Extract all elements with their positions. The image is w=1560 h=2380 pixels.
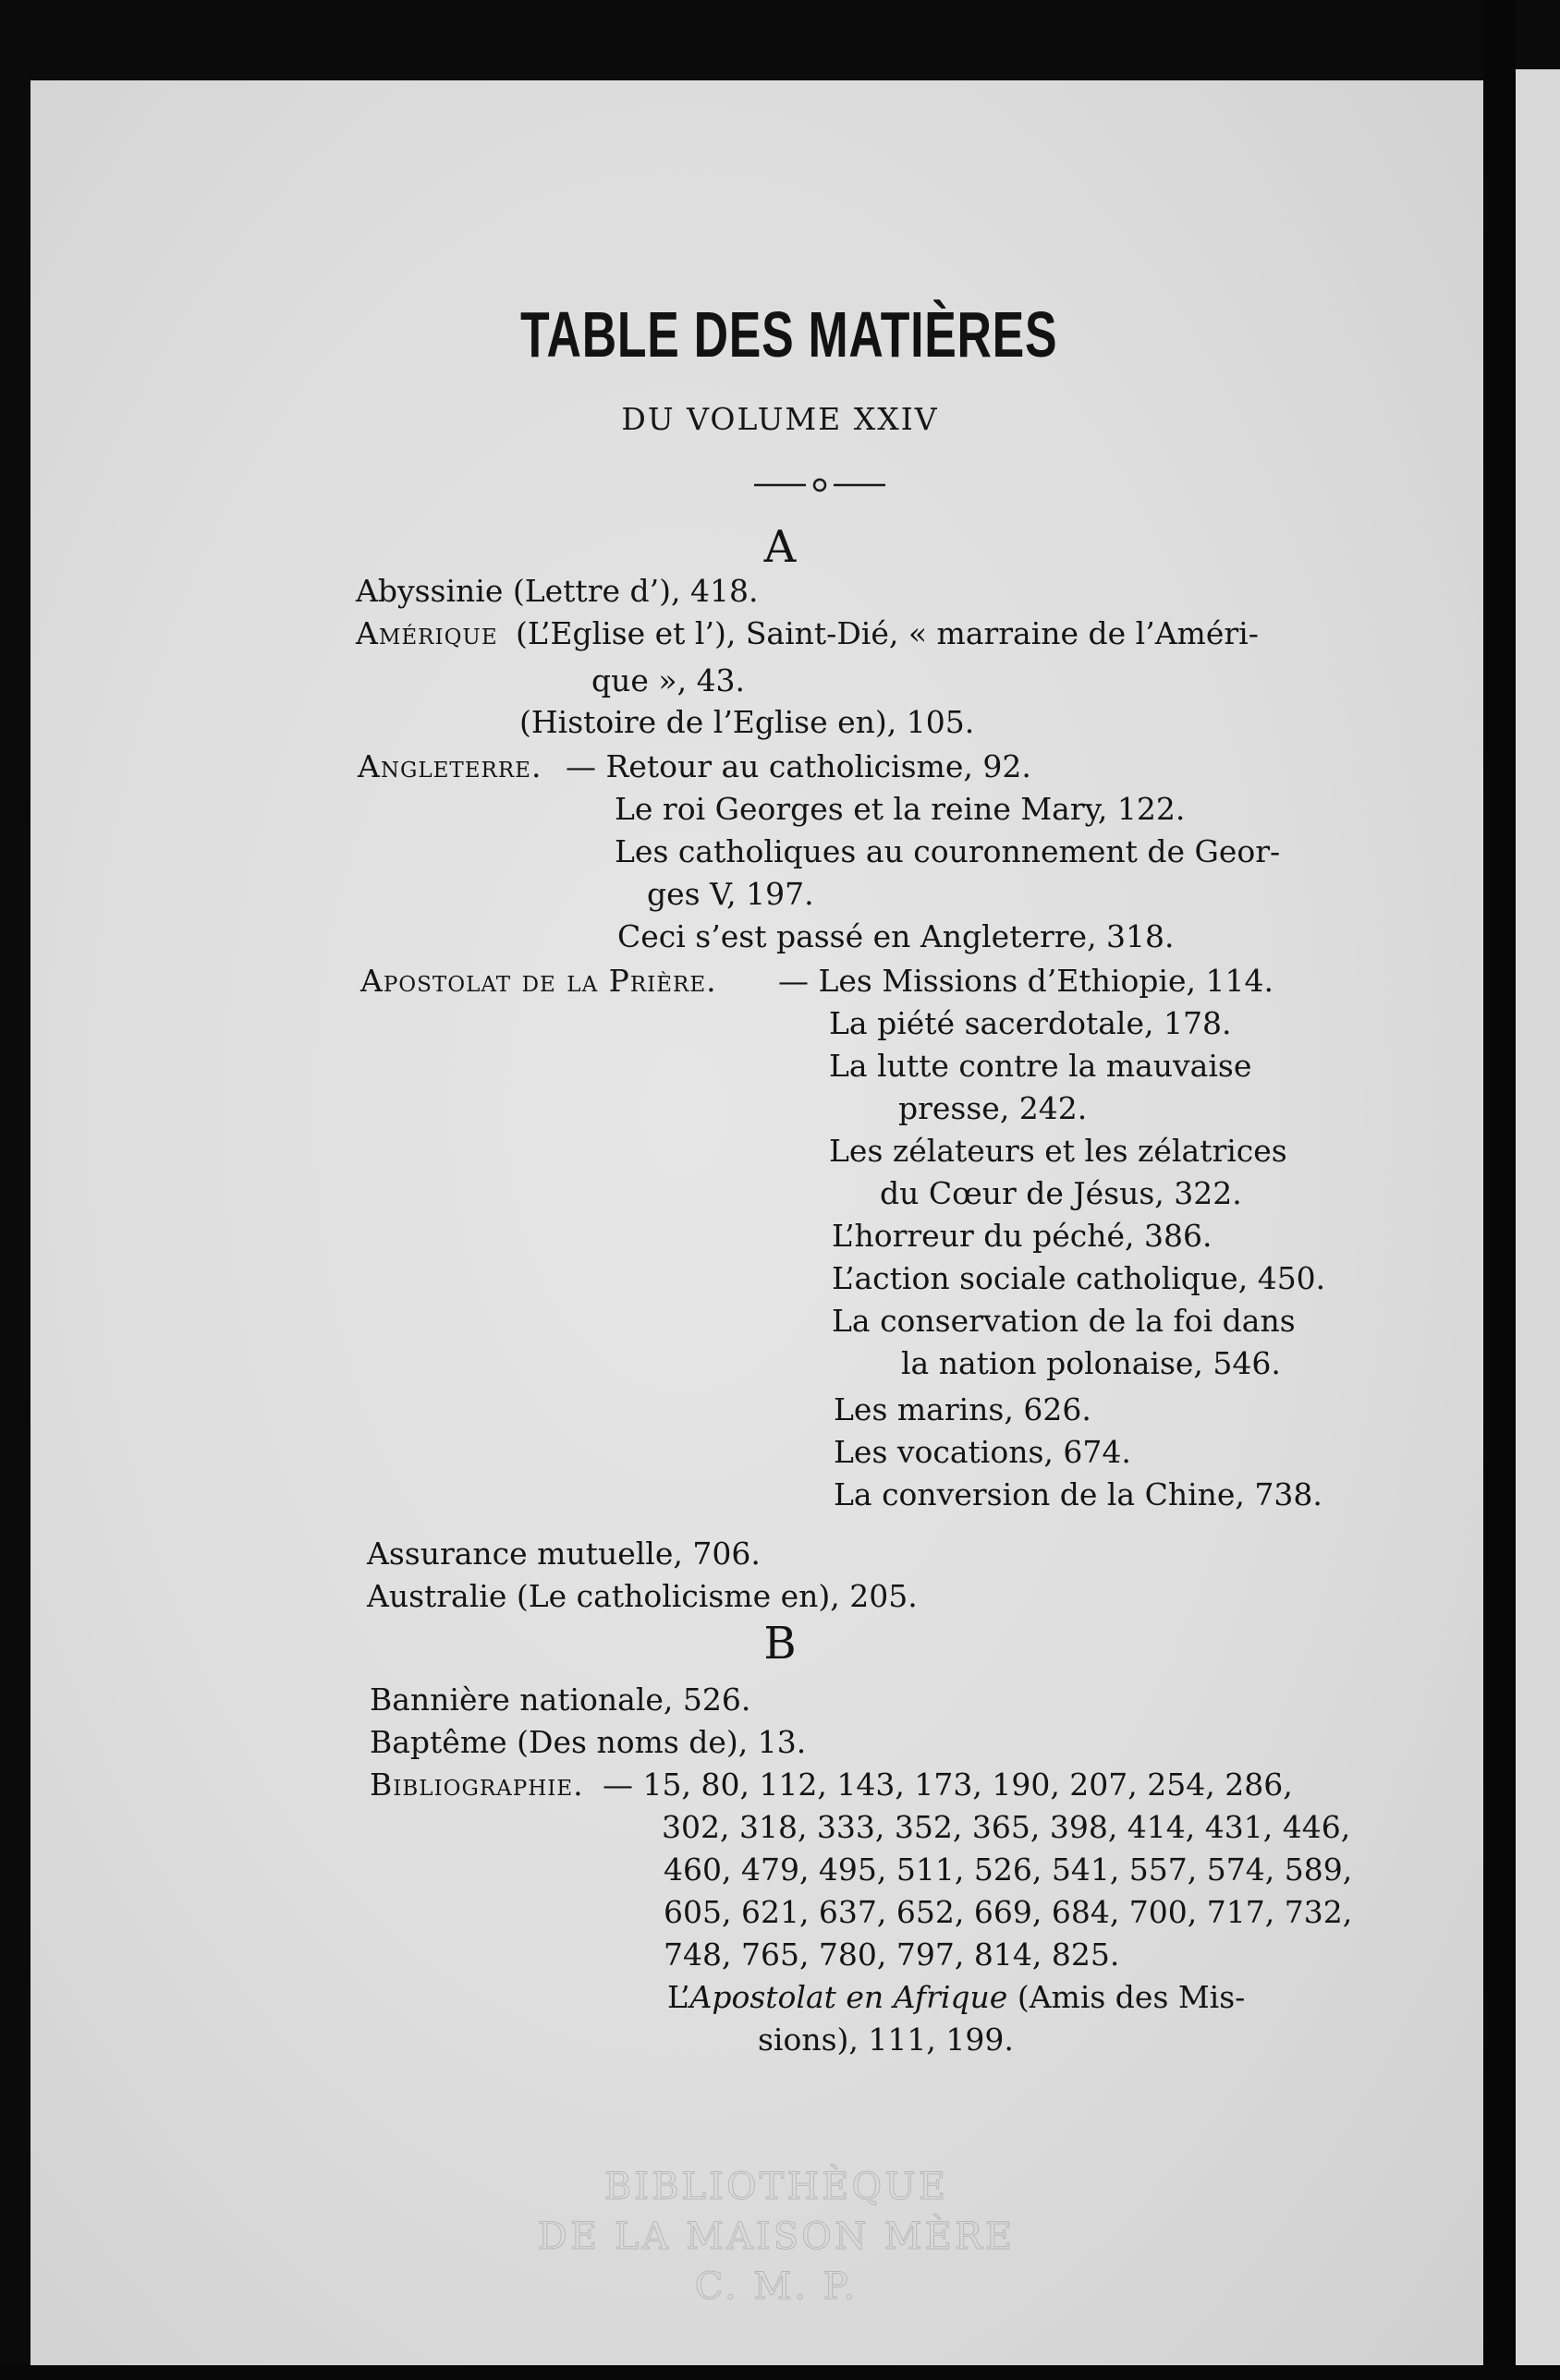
entry-apostolat-line: L’horreur du péché, 386. — [832, 1218, 1213, 1254]
scan-bottom-edge — [0, 2365, 1560, 2380]
library-stamp-bleedthrough — [518, 2162, 1035, 2312]
entry-apostolat-line: La lutte contre la mauvaise — [829, 1048, 1252, 1084]
page-subtitle: DU VOLUME XXIV — [621, 401, 939, 437]
entry-amerique-line: (L’Eglise et l’), Saint-Dié, « marraine de l’Améri- — [516, 615, 1259, 651]
entry-bibliographie-line: sions), 111, 199. — [758, 2022, 1014, 2058]
entry-banniere: Bannière nationale, 526. — [370, 1682, 751, 1718]
entry-amerique-line: (Histoire de l’Eglise en), 105. — [519, 704, 975, 740]
entry-australie: Australie (Le catholicisme en), 205. — [367, 1578, 918, 1614]
entry-amerique-line: que », 43. — [591, 662, 746, 698]
entry-apostolat-line: Les zélateurs et les zélatrices — [829, 1133, 1287, 1169]
entry-bibliographie-line: 460, 479, 495, 511, 526, 541, 557, 574, 589, — [664, 1852, 1353, 1888]
stamp-line: DE LA MAISON MÈRE — [537, 2216, 1016, 2258]
entry-head-angleterre: Angleterre. — [358, 748, 542, 784]
entry-apostolat-line: L’action sociale catholique, 450. — [832, 1260, 1326, 1296]
entry-bibliographie-line: — 15, 80, 112, 143, 173, 190, 207, 254, 286, — [603, 1767, 1293, 1803]
entry-angleterre-line: — Retour au catholicisme, 92. — [566, 748, 1031, 784]
entry-abyssinie: Abyssinie (Lettre d’), 418. — [356, 573, 759, 609]
entry-apostolat-line: Les marins, 626. — [834, 1391, 1091, 1427]
entry-angleterre-line: Les catholiques au couronnement de Geor- — [615, 833, 1281, 869]
biblio-italic-title: Apostolat en Afrique — [689, 1979, 1008, 2015]
entry-bapteme: Baptême (Des noms de), 13. — [370, 1724, 807, 1760]
entry-bibliographie-line: 748, 765, 780, 797, 814, 825. — [664, 1937, 1120, 1973]
entry-bibliographie-line — [667, 1979, 1245, 2016]
section-letter-b: B — [763, 1618, 797, 1670]
stamp-line: BIBLIOTHÈQUE — [603, 2166, 949, 2208]
entry-angleterre-line: Le roi Georges et la reine Mary, 122. — [615, 791, 1186, 827]
page-title: TABLE DES MATIÈRES — [520, 298, 1058, 370]
entry-apostolat-line: la nation polonaise, 546. — [901, 1345, 1281, 1381]
stamp-line: C. M. P. — [694, 2265, 859, 2308]
entry-apostolat-line: presse, 242. — [898, 1090, 1088, 1126]
entry-apostolat-line: — Les Missions d’Ethiopie, 114. — [778, 963, 1274, 999]
entry-angleterre-line: Ceci s’est passé en Angleterre, 318. — [617, 918, 1175, 954]
ornament-divider — [750, 471, 889, 499]
entry-assurance: Assurance mutuelle, 706. — [367, 1536, 761, 1572]
biblio-l-prefix: L’ — [667, 1979, 690, 2015]
entry-angleterre-line: ges V, 197. — [647, 876, 814, 912]
section-letter-a: A — [763, 521, 797, 573]
entry-bibliographie-line: 302, 318, 333, 352, 365, 398, 414, 431, 446, — [662, 1809, 1351, 1845]
entry-apostolat-line: La conversion de la Chine, 738. — [834, 1476, 1322, 1512]
book-gutter — [1483, 0, 1516, 2380]
entry-apostolat-line: La conservation de la foi dans — [832, 1303, 1296, 1339]
entry-bibliographie-line: 605, 621, 637, 652, 669, 684, 700, 717, 732, — [664, 1894, 1353, 1930]
biblio-suffix: (Amis des Mis- — [1007, 1979, 1246, 2015]
entry-head-amerique: Amérique — [356, 615, 498, 651]
entry-apostolat-line: Les vocations, 674. — [834, 1434, 1131, 1470]
entry-head-apostolat: Apostolat de la Prière. — [360, 963, 717, 999]
entry-apostolat-line: du Cœur de Jésus, 322. — [880, 1175, 1242, 1211]
entry-apostolat-line: La piété sacerdotale, 178. — [829, 1005, 1232, 1041]
entry-head-bibliographie: Bibliographie. — [370, 1767, 584, 1803]
